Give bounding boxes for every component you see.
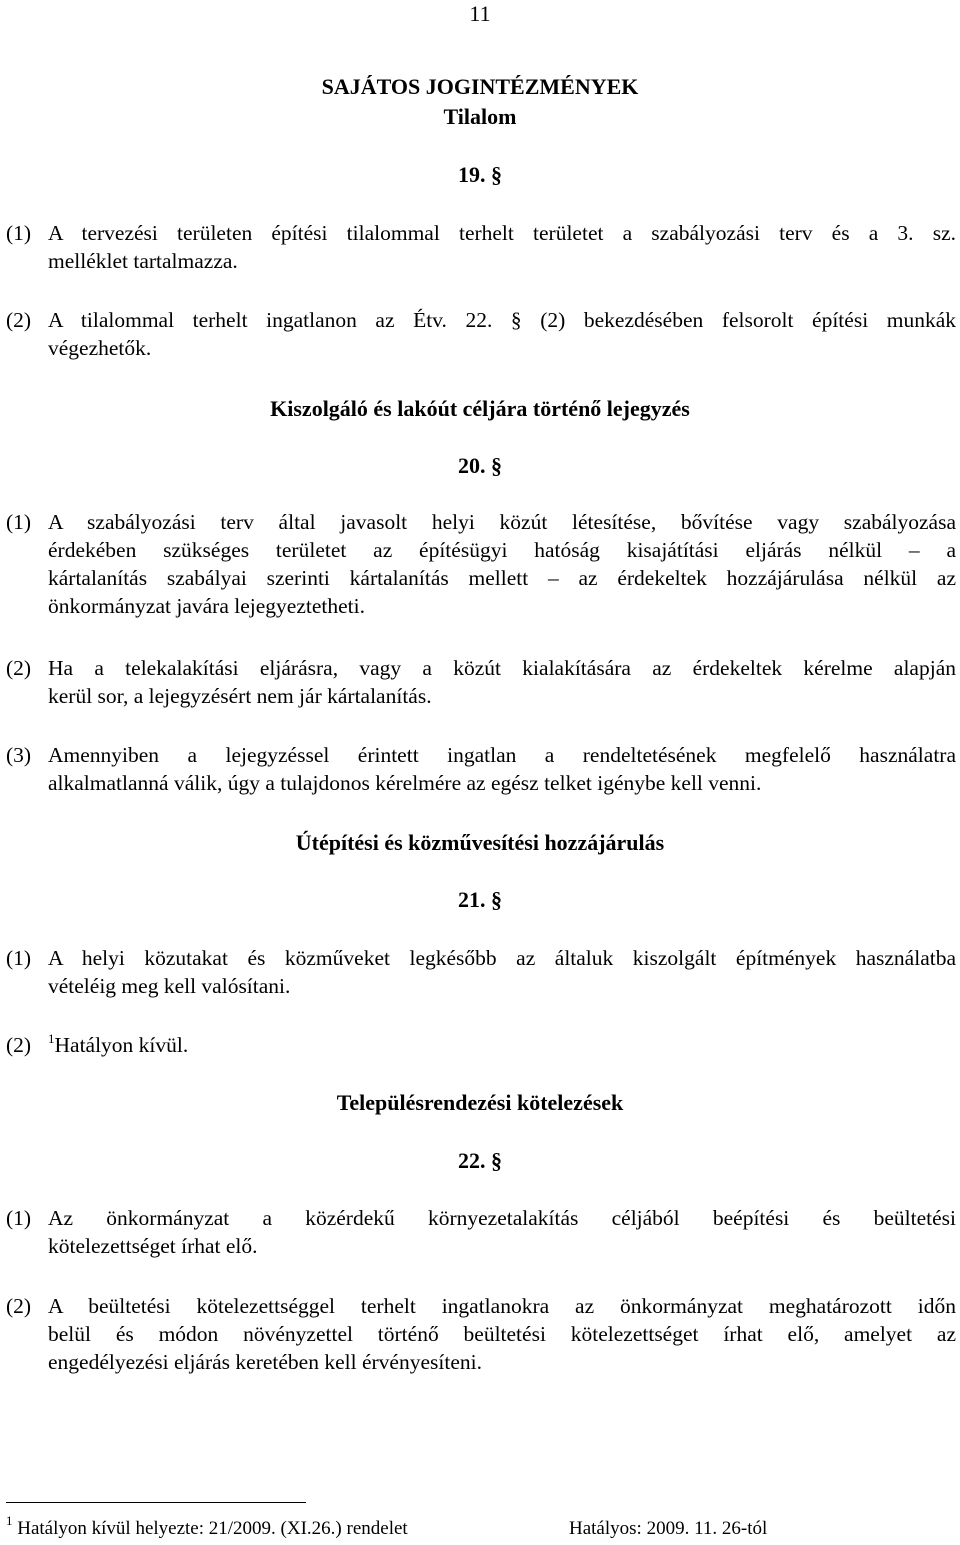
- paragraph-19-2-rest: végezhetők.: [48, 336, 152, 360]
- paragraph-20-2-rest: kerül sor, a lejegyzésért nem jár kártalanítás.: [48, 684, 432, 708]
- paragraph-20-1-line3: kártalanítás szabályai szerinti kártalanítás mellett – az érdekeltek hozzájárulása nélkül az: [48, 566, 956, 590]
- paragraph-20-3-rest: alkalmatlanná válik, úgy a tulajdonos kérelmére az egész telket igénybe kell venni.: [48, 771, 762, 795]
- paragraph-20-3-num: (3): [6, 743, 32, 767]
- paragraph-21-2-num: (2): [6, 1033, 32, 1057]
- footnote-left-text: Hatályon kívül helyezte: 21/2009. (XI.26.) rendelet: [17, 1518, 408, 1539]
- paragraph-19-1-num: (1): [6, 221, 32, 245]
- heading-20: Kiszolgáló és lakóút céljára történő lejegyzés: [270, 396, 690, 421]
- paragraph-20-1-line4: önkormányzat javára lejegyeztetheti.: [48, 594, 365, 618]
- paragraph-19-2-line1: A tilalommal terhelt ingatlanon az Étv. 22. § (2) bekezdésében felsorolt építési munkák: [48, 308, 956, 332]
- paragraph-22-2-line1: A beültetési kötelezettséggel terhelt ingatlanokra az önkormányzat meghatározott időn: [48, 1294, 956, 1318]
- paragraph-number-21: 21. §: [458, 887, 502, 912]
- footnote-reference[interactable]: 1: [48, 1031, 55, 1046]
- paragraph-number-19: 19. §: [458, 162, 502, 187]
- paragraph-21-1-num: (1): [6, 946, 32, 970]
- paragraph-19-1: [6, 219, 956, 275]
- footnote-mark: 1: [6, 1513, 13, 1528]
- paragraph-21-1: [6, 944, 956, 1000]
- paragraph-20-2-num: (2): [6, 656, 32, 680]
- paragraph-22-2-line2: belül és módon növényzettel történő beültetési kötelezettséget írhat elő, amelyet az: [48, 1322, 956, 1346]
- paragraph-19-2-num: (2): [6, 308, 32, 332]
- paragraph-21-1-line1: A helyi közutakat és közműveket legkésőbb az általuk kiszolgált építmények használatba: [48, 946, 956, 970]
- section-title: SAJÁTOS JOGINTÉZMÉNYEK: [321, 74, 639, 99]
- paragraph-20-3-line1: Amennyiben a lejegyzéssel érintett ingatlan a rendeltetésének megfelelő használatra: [48, 743, 956, 767]
- paragraph-22-1-line1: Az önkormányzat a közérdekű környezetalakítás céljából beépítési és beültetési: [48, 1206, 956, 1230]
- heading-22: Településrendezési kötelezések: [336, 1090, 624, 1115]
- paragraph-22-1: [6, 1204, 956, 1260]
- heading-21: Útépítési és közművesítési hozzájárulás: [295, 830, 665, 855]
- paragraph-22-2-num: (2): [6, 1294, 32, 1318]
- paragraph-19-1-rest: melléklet tartalmazza.: [48, 249, 238, 273]
- paragraph-20-2-line1: Ha a telekalakítási eljárásra, vagy a közút kialakítására az érdekeltek kérelme alapján: [48, 656, 956, 680]
- page-number: 11: [469, 1, 491, 26]
- paragraph-20-2: [6, 654, 956, 710]
- paragraph-22-1-num: (1): [6, 1206, 32, 1230]
- paragraph-19-1-line1: A tervezési területen építési tilalommal terhelt területet a szabályozási terv és a 3. sz.: [48, 221, 956, 245]
- paragraph-20-1-line1: A szabályozási terv által javasolt helyi közút létesítése, bővítése vagy szabályozása: [48, 510, 956, 534]
- paragraph-20-1-num: (1): [6, 510, 32, 534]
- paragraph-19-2: [6, 306, 956, 362]
- paragraph-22-2: [6, 1292, 956, 1376]
- footnote-effective-date: Hatályos: 2009. 11. 26-tól: [569, 1518, 768, 1539]
- paragraph-number-22: 22. §: [458, 1148, 502, 1173]
- footnote: [6, 1513, 956, 1541]
- paragraph-20-1: [6, 508, 956, 620]
- paragraph-22-2-line3: engedélyezési eljárás keretében kell érvényesíteni.: [48, 1350, 482, 1374]
- paragraph-20-3: [6, 741, 956, 797]
- paragraph-21-2: [6, 1031, 956, 1059]
- footnote-divider: [6, 1502, 306, 1503]
- paragraph-20-1-line2: érdekében szükséges területet az építésügyi hatóság kisajátítási eljárás nélkül – a: [48, 538, 956, 562]
- paragraph-21-1-rest: vételéig meg kell valósítani.: [48, 974, 291, 998]
- section-subtitle: Tilalom: [443, 104, 517, 129]
- paragraph-21-2-text: Hatályon kívül.: [54, 1033, 189, 1057]
- paragraph-number-20: 20. §: [458, 453, 502, 478]
- paragraph-22-1-rest: kötelezettséget írhat elő.: [48, 1234, 258, 1258]
